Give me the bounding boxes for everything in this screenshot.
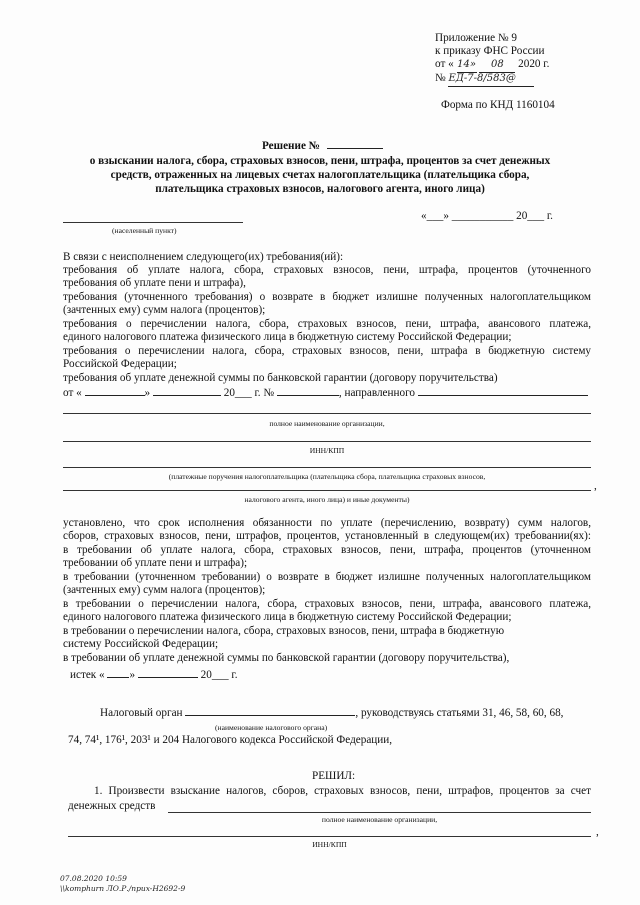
- block1-line: требования об уплате налога, сбора, страховых взносов, пени, штрафа, процентов (уточненного: [63, 264, 591, 276]
- block1-line: единого налогового платежа физического лица в бюджетную систему Российской Федерации;: [63, 331, 512, 343]
- funds-caption: полное наименование организации,: [321, 815, 438, 824]
- intro-text: В связи с неисполнением следующего(их) требования(ий):: [63, 251, 344, 263]
- appendix-order: к приказу ФНС России: [435, 45, 545, 57]
- payment-line-2: [63, 490, 591, 491]
- block2-line: (зачтенных ему) сумм налога (процентов);: [63, 584, 266, 596]
- print-timestamp: 07.08.2020 10:59: [60, 874, 127, 883]
- block1-line: Российской Федерации;: [63, 358, 177, 370]
- place-caption: (населенный пункт): [112, 226, 177, 235]
- authority-caption: (наименование налогового органа): [215, 723, 328, 732]
- inn-caption: ИНН/КПП: [309, 446, 345, 455]
- payment-line: [63, 467, 591, 468]
- block1-line: требования об уплате пени и штрафа),: [63, 277, 246, 289]
- expiry-line: истек « » 20___ г.: [70, 669, 238, 681]
- place-date: «___» ___________ 20___ г.: [421, 210, 553, 222]
- title-line-2: средств, отраженных на лицевых счетах налогоплательщика (плательщика сбора,: [110, 169, 530, 181]
- decided-heading: РЕШИЛ:: [312, 770, 356, 782]
- appendix-number-line: № ЕД-7-8/583@: [435, 72, 534, 87]
- agent-caption: налогового агента, иного лица) и иные документы): [244, 495, 410, 504]
- block2-line: систему Российской Федерации;: [63, 638, 219, 650]
- org-name-line: [63, 413, 591, 414]
- block1-line: (зачтенных ему) сумм налога (процентов);: [63, 304, 266, 316]
- decision-title: Решение №: [262, 140, 383, 154]
- block2-line: сборов, страховых взносов, пени, штрафов, процентов, установленный в следующем(их) требовании(ях):: [63, 530, 591, 542]
- block1-line: требования о перечислении налога, сбора, страховых взносов, пени, штрафа в бюджетную систему: [63, 345, 591, 357]
- block1-line: требования об уплате денежной суммы по банковской гарантии (договору поручительства): [63, 372, 498, 384]
- authority-articles: 74, 74¹, 176¹, 203¹ и 204 Налогового кодекса Российской Федерации,: [68, 734, 393, 746]
- funds-comma: ,: [596, 826, 599, 838]
- block2-line: установлено, что срок исполнения обязанности по уплате (перечислению, возврату) сумм налогов,: [63, 517, 591, 529]
- decision-item-1: 1. Произвести взыскание налогов, сборов, страховых взносов, пени, штрафов, процентов за счет: [94, 785, 591, 797]
- org-name-caption: полное наименование организации,: [269, 419, 385, 428]
- block1-line: требования о перечислении налога, сбора, страховых взносов, пени, штрафа, авансового платежа,: [63, 318, 591, 330]
- funds-line-2: [68, 836, 591, 837]
- block2-line: в требовании (уточненном требовании) о возврате в бюджет излишне полученных налогоплательщиком: [63, 571, 591, 583]
- block2-line: в требовании о перечислении налога, сбора, страховых взносов, пени, штрафа, авансового платежа,: [63, 598, 591, 610]
- from-date-line: от « » 20___ г. № , направленного: [63, 387, 588, 401]
- block2-line: в требовании о перечислении налога, сбора, страховых взносов, пени, штрафа в бюджетную: [63, 625, 505, 637]
- funds-line: [168, 812, 591, 813]
- inn-line: [63, 441, 591, 442]
- appendix-date-line: от « 14» 08 2020 г.: [435, 58, 549, 73]
- block1-line: требования (уточненного требования) о возврате в бюджет излишне полученных налогоплательщиком: [63, 291, 591, 303]
- print-user: \\komphurn ЛО.Р./приx-Н2692-9: [60, 884, 186, 893]
- decision-item-1-cont: денежных средств: [68, 800, 156, 812]
- funds-inn-caption: ИНН/КПП: [312, 840, 347, 849]
- payment-comma: ,: [594, 480, 597, 492]
- place-underline: [63, 222, 243, 223]
- appendix-title: Приложение № 9: [435, 32, 517, 44]
- block2-line: в требовании об уплате денежной суммы по банковской гарантии (договору поручительства),: [63, 652, 510, 664]
- title-line-3: плательщика страховых взносов, налогового агента, иного лица): [155, 183, 485, 195]
- payment-caption: (платежные поручения налогоплательщика (плательщика сбора, плательщика страховых взносов,: [168, 472, 486, 481]
- title-line-1: о взыскании налога, сбора, страховых взносов, пени, штрафа, процентов за счет денежных: [89, 155, 551, 167]
- block2-line: в требовании об уплате налога, сбора, страховых взносов, пени, штрафа, процентов (уточненном: [63, 544, 591, 556]
- block2-line: единого налогового платежа физического лица в бюджетную систему Российской Федерации;: [63, 611, 512, 623]
- tax-authority-line: Налоговый орган , руководствуясь статьями 31, 46, 58, 60, 68,: [100, 707, 564, 719]
- form-knd: Форма по КНД 1160104: [441, 99, 555, 111]
- block2-line: требовании об уплате пени и штрафа);: [63, 557, 248, 569]
